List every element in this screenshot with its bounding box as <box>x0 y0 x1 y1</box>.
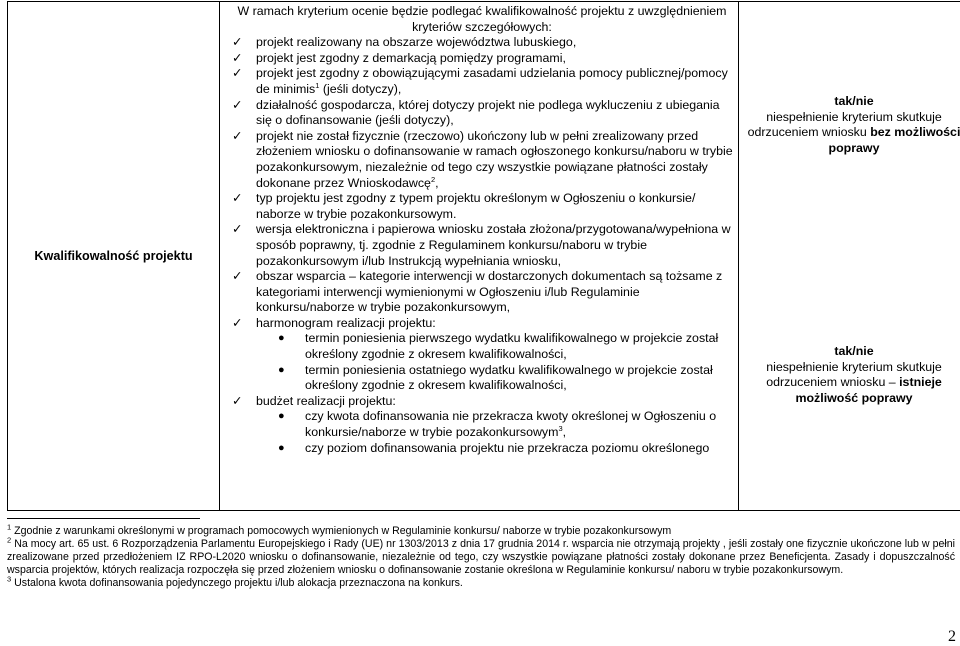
result-top-line3: poprawy <box>828 140 880 155</box>
item-text: termin poniesienia pierwszego wydatku kwalifikowalnego w projekcie został określony zgodnie z okresem kwalifikowalności, <box>305 331 719 362</box>
item-text: termin poniesienia ostatniego wydatku kwalifikowalnego w projekcie został określony zgodnie z okresem kwalifikowalności, <box>305 362 713 393</box>
item-text: harmonogram realizacji projektu: <box>256 315 436 330</box>
criteria-item <box>226 66 738 97</box>
footnote-ref: 2 <box>430 174 436 184</box>
item-text: projekt jest zgodny z obowiązującymi zasadami udzielania pomocy publicznej/pomocy de minimis <box>256 66 728 96</box>
criteria-item <box>226 51 738 67</box>
criterion-name: Kwalifikowalność projektu <box>34 249 193 263</box>
bullet-icon: ● <box>278 441 285 454</box>
criterion-name-cell <box>8 2 220 511</box>
items-top-list <box>226 35 738 222</box>
criteria-item <box>226 129 738 191</box>
result-bottom-line1: niespełnienie kryterium skutkuje <box>766 359 942 374</box>
page-number: 2 <box>948 628 956 645</box>
item-text: czy kwota dofinansowania nie przekracza kwoty określonej w Ogłoszeniu o konkursie/naborze w trybie pozakonkursowym <box>305 409 717 440</box>
item-text: projekt jest zgodny z demarkacją pomiędzy programami, <box>256 50 566 65</box>
criteria-table <box>7 1 960 511</box>
footnote-number: 2 <box>7 535 12 545</box>
result-bottom-line2: odrzuceniem wniosku – istnieje <box>766 375 942 390</box>
checkmark-icon: ✓ <box>232 393 243 408</box>
item-text: budżet realizacji projektu: <box>256 393 396 408</box>
criterion-description-cell <box>220 2 739 511</box>
item-text: projekt realizowany na obszarze województwa lubuskiego, <box>256 35 577 50</box>
criteria-item <box>226 35 738 51</box>
criteria-item <box>226 98 738 129</box>
result-bottom-line3: możliwość poprawy <box>795 390 913 405</box>
footnote-text: Zgodnie z warunkami określonymi w programach pomocowych wymienionych w Regulaminie konkursu/ naborze w trybie pozakonkursowym <box>11 525 672 537</box>
item-text: wersja elektroniczna i papierowa wniosku została złożona/przygotowana/wypełniona w sposób poprawny, tj. zgodnie z Regulaminem konkursu/naboru w trybie pozakonkursowym i/lub Instrukcją wypełniania wniosku, <box>256 222 731 268</box>
sub-criteria-item <box>226 331 738 362</box>
checkmark-icon: ✓ <box>232 222 243 237</box>
result-block-bottom <box>739 344 960 406</box>
item-text: czy poziom dofinansowania projektu nie przekracza poziomu określonego <box>305 440 710 455</box>
result-top-line2: odrzuceniem wniosku bez możliwości <box>747 125 960 140</box>
items-bottom-list <box>226 222 738 456</box>
footnote-number: 1 <box>7 522 12 532</box>
criteria-item <box>226 316 738 332</box>
item-text-tail: , <box>562 425 567 440</box>
checkmark-icon: ✓ <box>232 66 243 81</box>
footnote-text: Na mocy art. 65 ust. 6 Rozporządzenia Parlamentu Europejskiego i Rady (UE) nr 1303/2013 z dnia 17 grudnia 2014 r. wsparcia nie otrzymają projekty , jeśli zostały one fizycznie ukończone lub w pełni zrealizowane przed przedłożeniem IZ RPO-L2020 wniosku o dofinansowanie, niezależnie od tego, czy wszystkie powiązane płatności zostały dokonane przez Beneficjenta. Zasady i dopuszczalność wsparcia projektów, których realizacja rozpoczęła się przed złożeniem wniosku o dofinansowanie zostanie określona w Regulaminie konkursu/ naboru w trybie pozakonkursowym. <box>7 538 955 576</box>
item-text: typ projektu jest zgodny z typem projektu określonym w Ogłoszeniu o konkursie/ naborze w trybie pozakonkursowym. <box>256 191 696 221</box>
criterion-result-cell <box>739 2 960 511</box>
checkmark-icon: ✓ <box>232 315 243 330</box>
criteria-item <box>226 222 738 269</box>
checkmark-icon: ✓ <box>232 269 243 284</box>
sub-criteria-item <box>226 363 738 394</box>
checkmark-icon: ✓ <box>232 35 243 50</box>
bullet-icon: ● <box>278 410 285 423</box>
result-bottom-title: tak/nie <box>834 344 874 358</box>
footnote <box>7 522 955 538</box>
item-text: działalność gospodarcza, której dotyczy projekt nie podlega wykluczeniu z ubiegania się o dofinansowanie (jeśli dotyczy), <box>256 97 720 128</box>
footnote-ref: 3 <box>558 423 563 433</box>
footnote <box>7 535 955 577</box>
checkmark-icon: ✓ <box>232 128 243 143</box>
footnote-number: 3 <box>7 574 12 584</box>
bullet-icon: ● <box>278 332 285 345</box>
checkmark-icon: ✓ <box>232 50 243 65</box>
criteria-item <box>226 191 738 222</box>
result-top-line1: niespełnienie kryterium skutkuje <box>766 109 942 124</box>
bullet-icon: ● <box>278 363 285 376</box>
item-text: projekt nie został fizycznie (rzeczowo) ukończony lub w pełni zrealizowany przed złożeniem wniosku o dofinansowanie w ramach ogłoszonego konkursu/naboru w trybie pozakonkursowym, niezależnie od tego czy wszystkie powiązane płatności zostały dokonane przez Wnioskodawcę <box>256 128 733 190</box>
item-text-tail: (jeśli dotyczy), <box>319 81 402 96</box>
footnote-separator <box>7 518 200 519</box>
footnotes <box>7 522 955 590</box>
footnote <box>7 574 955 590</box>
checkmark-icon: ✓ <box>232 97 243 112</box>
checkmark-icon: ✓ <box>232 191 243 206</box>
sub-criteria-item <box>226 409 738 440</box>
footnote-text: Ustalona kwota dofinansowania pojedynczego projektu i/lub alokacja przeznaczona na konkurs. <box>11 577 463 589</box>
result-block-top <box>739 94 960 156</box>
sub-criteria-item <box>226 441 738 457</box>
criterion-intro: W ramach kryterium ocenie będzie podlegać kwalifikowalność projektu z uwzględnieniem kryteriów szczegółowych: <box>237 4 727 34</box>
item-text-tail: , <box>435 175 439 190</box>
criteria-item <box>226 394 738 410</box>
footnote-ref: 1 <box>315 80 320 90</box>
criteria-item <box>226 269 738 316</box>
item-text: obszar wsparcia – kategorie interwencji w dostarczonych dokumentach są tożsame z kategoriami interwencji wymienionymi w Ogłoszeniu i/lub Regulaminie konkursu/naborze w trybie pozakonkursowym, <box>256 269 723 315</box>
result-top-title: tak/nie <box>834 94 874 108</box>
